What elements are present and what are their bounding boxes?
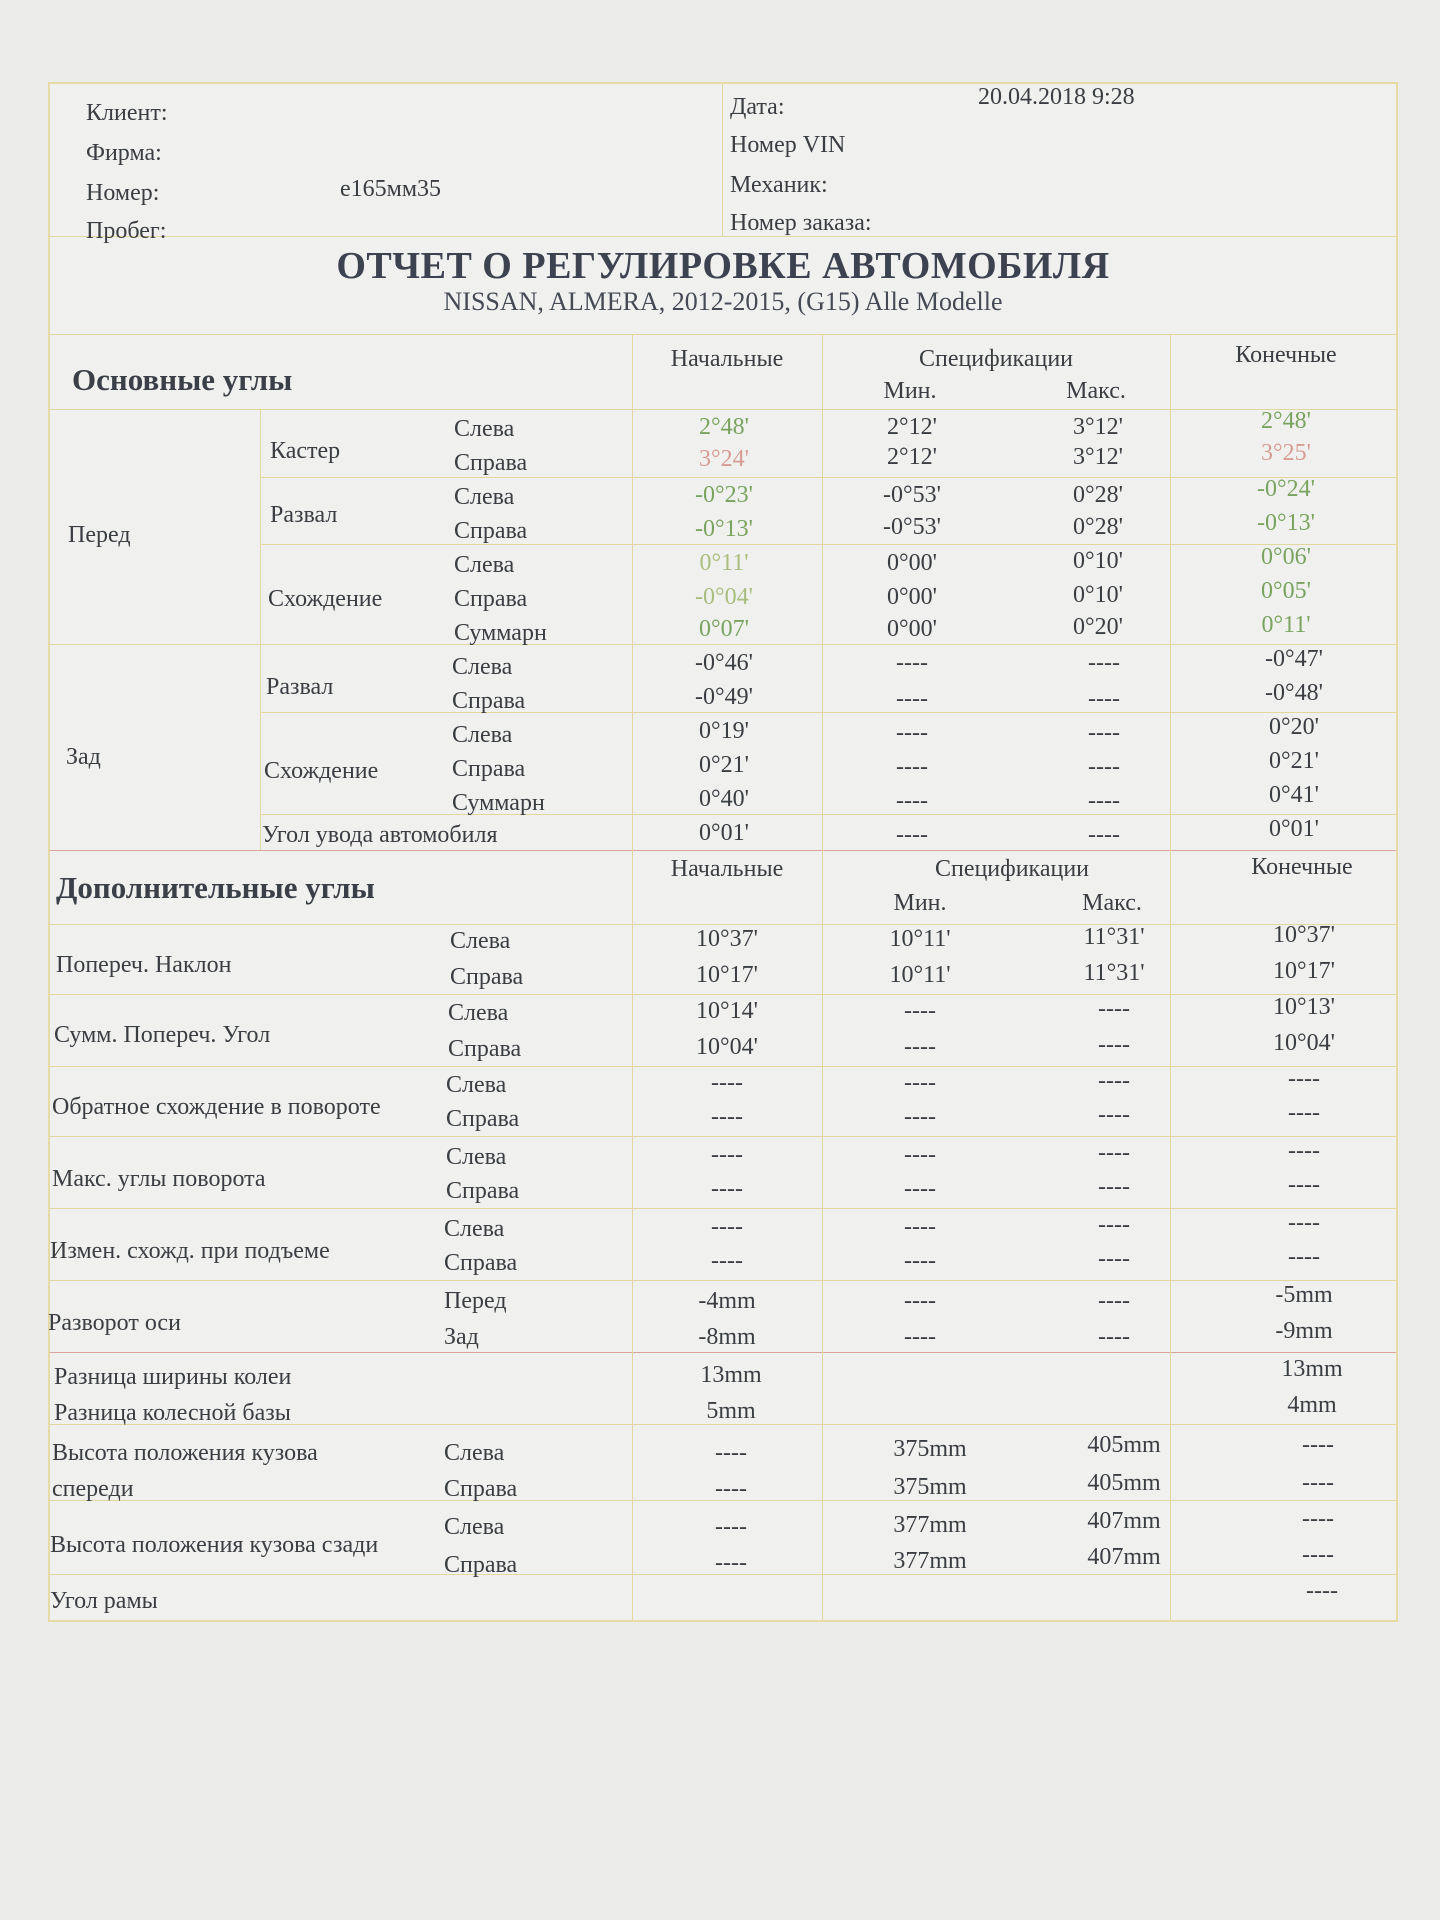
max-value: ---- <box>1098 1174 1130 1200</box>
divider <box>260 477 1396 478</box>
min-value: ---- <box>904 1104 936 1130</box>
final-value: 3°25' <box>1261 440 1311 466</box>
max-value: ---- <box>1098 1102 1130 1128</box>
side-label: Слева <box>454 416 515 442</box>
divider <box>50 1066 1396 1067</box>
min-value: 375mm <box>893 1474 967 1500</box>
row-label: Сумм. Попереч. Угол <box>54 1022 271 1048</box>
initial-value: ---- <box>711 1176 743 1202</box>
max-value: ---- <box>1088 754 1120 780</box>
side-label: Слева <box>444 1514 505 1540</box>
final-value: ---- <box>1288 1138 1320 1164</box>
initial-value: ---- <box>711 1142 743 1168</box>
initial-value: -8mm <box>698 1324 756 1350</box>
initial-value: ---- <box>711 1214 743 1240</box>
max-value: 407mm <box>1087 1508 1161 1534</box>
final-value: 0°41' <box>1269 782 1319 808</box>
final-value: ---- <box>1288 1210 1320 1236</box>
column-specs: Спецификации <box>934 856 1090 882</box>
max-value: ---- <box>1088 650 1120 676</box>
initial-value: -0°04' <box>695 584 753 610</box>
min-value: ---- <box>904 1142 936 1168</box>
initial-value: ---- <box>711 1104 743 1130</box>
group-label: Схождение <box>264 758 379 784</box>
min-value: 2°12' <box>887 444 937 470</box>
max-value: 405mm <box>1087 1432 1161 1458</box>
row-label: Разворот оси <box>48 1310 181 1336</box>
max-value: ---- <box>1088 822 1120 848</box>
divider <box>50 409 1396 410</box>
side-label: Справа <box>454 586 528 612</box>
divider <box>50 1352 1396 1353</box>
row-label: Высота положения кузова <box>52 1440 318 1466</box>
group-label: Угол увода автомобиля <box>262 822 498 848</box>
column-final: Конечные <box>1235 342 1337 368</box>
max-value: ---- <box>1088 788 1120 814</box>
side-label: Справа <box>444 1476 518 1502</box>
side-label: Слева <box>446 1144 507 1170</box>
section-title-main: Основные углы <box>72 362 293 397</box>
side-label: Слева <box>448 1000 509 1026</box>
min-value: ---- <box>904 1176 936 1202</box>
final-value: ---- <box>1288 1066 1320 1092</box>
initial-value: 3°24' <box>699 446 749 472</box>
final-value: 0°01' <box>1269 816 1319 842</box>
final-value: ---- <box>1288 1100 1320 1126</box>
row-label: Обратное схождение в повороте <box>52 1094 381 1120</box>
max-value: 11°31' <box>1083 960 1145 986</box>
max-value: 0°28' <box>1073 514 1123 540</box>
column-max: Макс. <box>1066 378 1126 404</box>
min-value: ---- <box>904 998 936 1024</box>
min-value: ---- <box>904 1288 936 1314</box>
mileage-label: Пробег: <box>86 218 167 244</box>
side-label: Слева <box>444 1440 505 1466</box>
group-label: Кастер <box>270 438 341 464</box>
divider <box>632 334 633 1620</box>
max-value: 3°12' <box>1073 444 1123 470</box>
side-label: Справа <box>444 1250 518 1276</box>
row-label: Измен. схожд. при подъеме <box>50 1238 330 1264</box>
side-label: Перед <box>444 1288 507 1314</box>
side-label: Справа <box>444 1552 518 1578</box>
vin-label: Номер VIN <box>730 132 846 158</box>
min-value: 10°11' <box>889 926 951 952</box>
divider <box>50 1208 1396 1209</box>
row-label: Высота положения кузова сзади <box>50 1532 379 1558</box>
column-final: Конечные <box>1251 854 1353 880</box>
side-label: Слева <box>454 484 515 510</box>
final-value: -0°47' <box>1265 646 1323 672</box>
row-label: Разница колесной базы <box>54 1400 291 1426</box>
divider <box>50 850 1396 851</box>
final-value: -0°13' <box>1257 510 1315 536</box>
initial-value: ---- <box>711 1070 743 1096</box>
final-value: ---- <box>1302 1506 1334 1532</box>
side-label: Слева <box>452 654 513 680</box>
min-value: ---- <box>904 1070 936 1096</box>
min-value: -0°53' <box>883 482 941 508</box>
date-value: 20.04.2018 9:28 <box>978 84 1135 110</box>
min-value: ---- <box>904 1034 936 1060</box>
divider <box>260 544 1396 545</box>
final-value: 10°37' <box>1273 922 1335 948</box>
initial-value: ---- <box>711 1248 743 1274</box>
max-value: ---- <box>1088 720 1120 746</box>
min-value: 375mm <box>893 1436 967 1462</box>
initial-value: 0°19' <box>699 718 749 744</box>
initial-value: -0°49' <box>695 684 753 710</box>
divider <box>50 994 1396 995</box>
max-value: 0°10' <box>1073 548 1123 574</box>
initial-value: -4mm <box>698 1288 756 1314</box>
divider <box>50 334 1396 335</box>
side-label: Слева <box>446 1072 507 1098</box>
max-value: 0°28' <box>1073 482 1123 508</box>
max-value: ---- <box>1098 996 1130 1022</box>
final-value: -9mm <box>1275 1318 1333 1344</box>
final-value: 4mm <box>1287 1392 1337 1418</box>
side-label: Суммарн <box>452 790 545 816</box>
final-value: -0°48' <box>1265 680 1323 706</box>
column-initial: Начальные <box>670 856 784 882</box>
max-value: 11°31' <box>1083 924 1145 950</box>
initial-value: 10°14' <box>696 998 758 1024</box>
side-label: Суммарн <box>454 620 547 646</box>
final-value: 10°17' <box>1273 958 1335 984</box>
min-value: ---- <box>896 686 928 712</box>
final-value: 0°21' <box>1269 748 1319 774</box>
initial-value: 0°01' <box>699 820 749 846</box>
min-value: -0°53' <box>883 514 941 540</box>
number-value: е165мм35 <box>340 176 442 202</box>
report-subtitle: NISSAN, ALMERA, 2012-2015, (G15) Alle Modelle <box>443 287 1003 316</box>
max-value: ---- <box>1098 1212 1130 1238</box>
side-label: Слева <box>444 1216 505 1242</box>
min-value: 10°11' <box>889 962 951 988</box>
final-value: ---- <box>1302 1432 1334 1458</box>
side-label: Справа <box>450 964 524 990</box>
row-label: спереди <box>52 1476 134 1502</box>
divider <box>722 84 723 236</box>
initial-value: 10°17' <box>696 962 758 988</box>
column-max: Макс. <box>1082 890 1142 916</box>
group-label: Развал <box>266 674 334 700</box>
max-value: ---- <box>1088 686 1120 712</box>
final-value: ---- <box>1288 1244 1320 1270</box>
divider <box>822 334 823 1620</box>
side-label: Слева <box>452 722 513 748</box>
min-value: ---- <box>904 1324 936 1350</box>
initial-value: 0°07' <box>699 616 749 642</box>
divider <box>260 814 1396 815</box>
row-label: Разница ширины колеи <box>54 1364 292 1390</box>
side-label: Зад <box>444 1324 479 1350</box>
order-label: Номер заказа: <box>730 210 872 236</box>
date-label: Дата: <box>730 94 785 120</box>
initial-value: 0°11' <box>699 550 749 576</box>
max-value: ---- <box>1098 1140 1130 1166</box>
side-label: Справа <box>446 1106 520 1132</box>
initial-value: 0°40' <box>699 786 749 812</box>
max-value: ---- <box>1098 1032 1130 1058</box>
final-value: 0°20' <box>1269 714 1319 740</box>
section-title-additional: Дополнительные углы <box>56 870 375 905</box>
final-value: 0°06' <box>1261 544 1311 570</box>
min-value: 0°00' <box>887 616 937 642</box>
side-label: Справа <box>454 450 528 476</box>
divider <box>50 644 1396 645</box>
group-label: Развал <box>270 502 338 528</box>
min-value: 0°00' <box>887 584 937 610</box>
max-value: 3°12' <box>1073 414 1123 440</box>
final-value: 10°04' <box>1273 1030 1335 1056</box>
column-specs: Спецификации <box>918 346 1074 372</box>
group-label: Схождение <box>268 586 383 612</box>
min-value: ---- <box>896 788 928 814</box>
final-value: 10°13' <box>1273 994 1335 1020</box>
side-label: Слева <box>454 552 515 578</box>
max-value: 405mm <box>1087 1470 1161 1496</box>
final-value: 13mm <box>1281 1356 1343 1382</box>
final-value: ---- <box>1306 1578 1338 1604</box>
min-value: ---- <box>896 822 928 848</box>
firm-label: Фирма: <box>86 140 162 166</box>
max-value: ---- <box>1098 1324 1130 1350</box>
column-min: Мин. <box>893 890 947 916</box>
initial-value: 10°37' <box>696 926 758 952</box>
min-value: ---- <box>904 1248 936 1274</box>
side-label: Справа <box>446 1178 520 1204</box>
initial-value: -0°46' <box>695 650 753 676</box>
max-value: ---- <box>1098 1246 1130 1272</box>
min-value: ---- <box>896 720 928 746</box>
row-label: Макс. углы поворота <box>52 1166 266 1192</box>
mechanic-label: Механик: <box>730 172 828 198</box>
final-value: ---- <box>1302 1542 1334 1568</box>
divider <box>50 236 1396 237</box>
min-value: 377mm <box>893 1512 967 1538</box>
final-value: 2°48' <box>1261 408 1311 434</box>
final-value: -0°24' <box>1257 476 1315 502</box>
column-initial: Начальные <box>670 346 784 372</box>
side-label: Справа <box>452 756 526 782</box>
initial-value: ---- <box>715 1514 747 1540</box>
side-label: Слева <box>450 928 511 954</box>
rear-label: Зад <box>66 744 101 770</box>
max-value: ---- <box>1098 1288 1130 1314</box>
initial-value: ---- <box>715 1476 747 1502</box>
side-label: Справа <box>454 518 528 544</box>
report-sheet <box>48 82 1398 1622</box>
divider <box>50 1136 1396 1137</box>
divider <box>260 712 1396 713</box>
row-label: Угол рамы <box>50 1588 158 1614</box>
max-value: ---- <box>1098 1068 1130 1094</box>
divider <box>260 409 261 850</box>
min-value: ---- <box>896 754 928 780</box>
front-label: Перед <box>68 522 131 548</box>
side-label: Справа <box>448 1036 522 1062</box>
max-value: 0°20' <box>1073 614 1123 640</box>
initial-value: 10°04' <box>696 1034 758 1060</box>
row-label: Попереч. Наклон <box>56 952 232 978</box>
client-label: Клиент: <box>86 100 168 126</box>
min-value: 2°12' <box>887 414 937 440</box>
column-min: Мин. <box>883 378 937 404</box>
initial-value: -0°23' <box>695 482 753 508</box>
final-value: 0°11' <box>1261 612 1311 638</box>
divider <box>50 1280 1396 1281</box>
final-value: ---- <box>1302 1470 1334 1496</box>
number-label: Номер: <box>86 180 160 206</box>
final-value: -5mm <box>1275 1282 1333 1308</box>
max-value: 0°10' <box>1073 582 1123 608</box>
divider <box>1170 334 1171 1620</box>
max-value: 407mm <box>1087 1544 1161 1570</box>
initial-value: ---- <box>715 1550 747 1576</box>
min-value: ---- <box>904 1214 936 1240</box>
initial-value: 5mm <box>706 1398 756 1424</box>
min-value: ---- <box>896 650 928 676</box>
initial-value: 2°48' <box>699 414 749 440</box>
initial-value: 0°21' <box>699 752 749 778</box>
final-value: 0°05' <box>1261 578 1311 604</box>
report-title: ОТЧЕТ О РЕГУЛИРОВКЕ АВТОМОБИЛЯ <box>336 245 1110 287</box>
initial-value: -0°13' <box>695 516 753 542</box>
final-value: ---- <box>1288 1172 1320 1198</box>
side-label: Справа <box>452 688 526 714</box>
divider <box>50 924 1396 925</box>
min-value: 0°00' <box>887 550 937 576</box>
initial-value: ---- <box>715 1440 747 1466</box>
initial-value: 13mm <box>700 1362 762 1388</box>
min-value: 377mm <box>893 1548 967 1574</box>
